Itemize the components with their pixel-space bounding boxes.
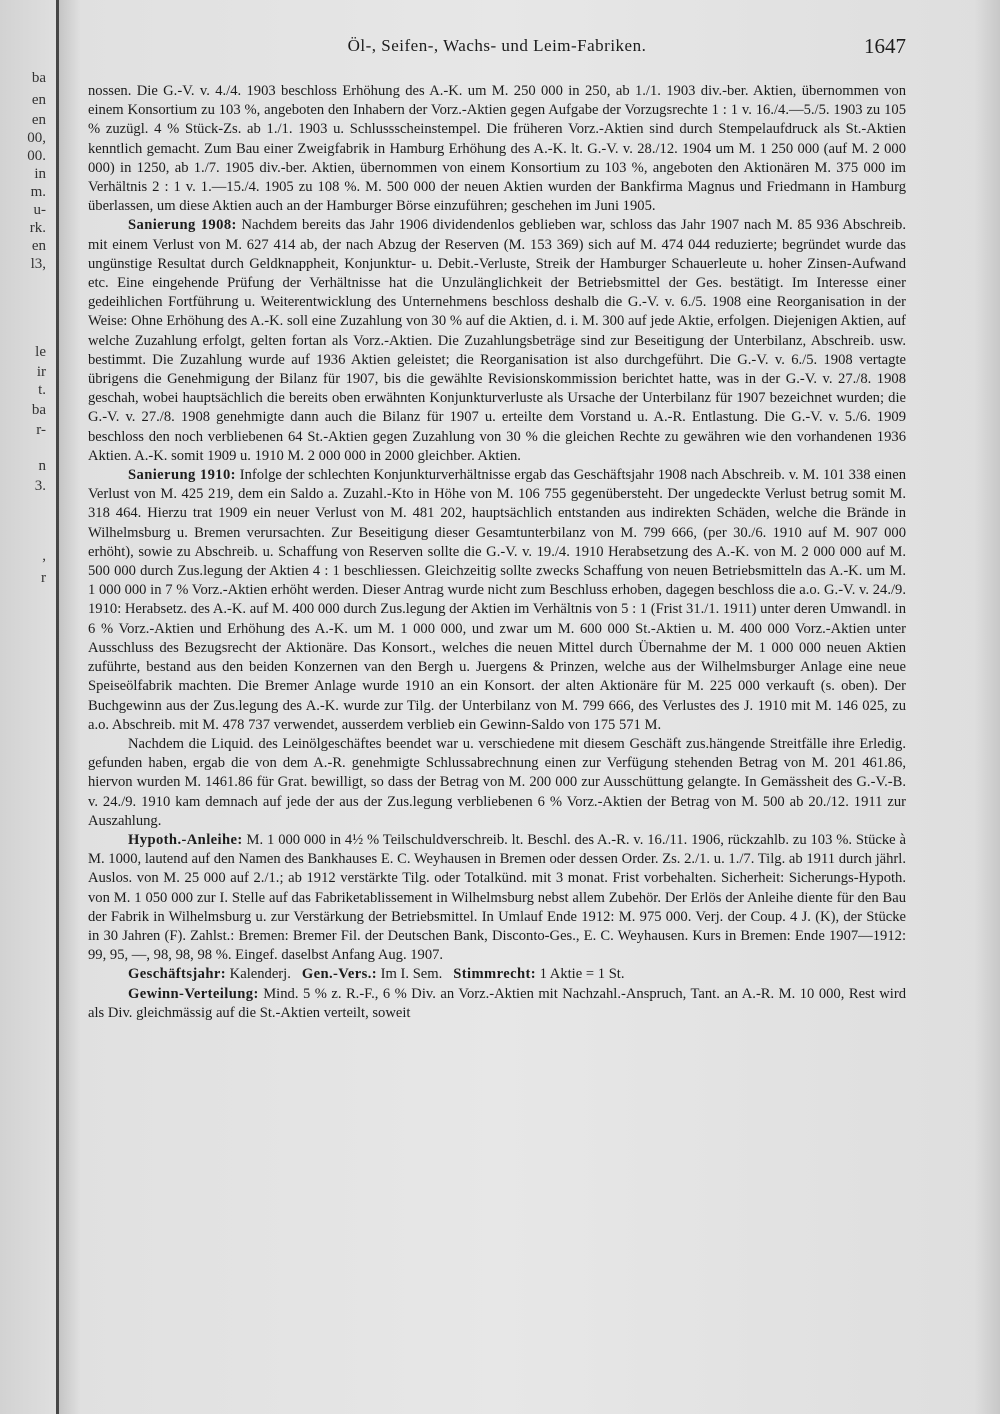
prev-page-fragment: r bbox=[41, 570, 46, 586]
prev-page-fragment: m. bbox=[30, 184, 46, 200]
previous-page-margin bbox=[0, 0, 52, 1414]
section-lead: Sanierung 1908: bbox=[128, 217, 237, 234]
prev-page-fragment: 00. bbox=[27, 148, 46, 164]
paragraph-capital-history bbox=[88, 82, 906, 216]
running-title: Öl-, Seifen-, Wachs- und Leim-Fabriken. bbox=[347, 36, 647, 55]
paragraph-text: Nachdem bereits das Jahr 1906 dividendenlos geblieben war, schloss das Jahr 1907 nach M. 85 936 Abschreib. mit einem Verlust von M. 627 414 ab, der nach Abzug der Reserven (M. 153 369) sich auf M. 474 044 reduzierte; begründet wurde das ungünstige Resultat durch Geldknappheit, Konjunktur- u. Debit.-Verluste, Streik der Hamburger Schauerleute u. hoher Zinsen-Aufwand etc. Eine eingehende Prüfung der Verhältnisse hat die Unzulänglichkeit der Betriebsmittel der Ges. bestätigt. Im Interesse einer gedeihlichen Fortführung u. Weiterentwicklung des Unternehmens beschloss deshalb die G.-V. v. 6./5. 1908 eine Reorganisation in der Weise: Ohne Erhöhung des A.-K. soll eine Zuzahlung von 30 % auf die Aktien, d. i. M. 300 auf jede Aktie, erfolgen. Diejenigen Aktien, auf welche Zuzahlung erfolgt, gelten fortan als Vorz.-Aktien. Die Zuzahlungsbeträge sind zur Beseitigung der Unterbilanz, Abschreib. usw. bestimmt. Die Zuzahlung wurde auf 1936 Aktien geleistet; die Reorganisation ist also durchgeführt. Die G.-V. v. 6./5. 1908 vertagte übrigens die Genehmigung der Bilanz für 1907, bis die gewählte Revisionskommission berichtet hatte, was in der G.-V. v. 27./8. 1908 geschah, wobei hauptsächlich die bereits oben erwähnten Konjunkturverluste als Ursache der Unterbilanz für 1907 bezeichnet wurden; die G.-V. v. 27./8. 1908 genehmigte dann auch die Bilanz für 1907 u. erteilte dem Vorstand u. A.-R. Entlastung. Die G.-V. v. 5./6. 1909 beschloss den noch verbliebenen 64 St.-Aktien gegen Zuzahlung von 30 % die gleichen Rechte zu gewähren wie den vorhandenen 1936 Aktien. A.-K. somit 1909 u. 1910 M. 2 000 000 in 2000 gleichber. Aktien. bbox=[88, 217, 906, 464]
prev-page-fragment: en bbox=[31, 92, 46, 108]
paragraph-text: Mind. 5 % z. R.-F., 6 % Div. an Vorz.-Aktien mit Nachzahl.-Anspruch, Tant. an A.-R. M. 10 000, Rest wird als Div. gleichmässig auf die St.-Aktien verteilt, soweit bbox=[88, 985, 906, 1021]
right-edge-shadow bbox=[974, 0, 1000, 1414]
paragraph-text: nossen. Die G.-V. v. 4./4. 1903 beschloss Erhöhung des A.-K. um M. 250 000 in 250, ab 1./1. 1903 div.-ber. Aktien, übernommen von einem Konsortium zu 103 %, angeboten den Inhabern der Vorz.-Aktien gegen Aufgabe der Vorzugsrechte 1 : 1 v. 16./4.—5./5. 1903 zu 105 % zuzügl. 4 % Stück-Zs. ab 1./1. 1903 u. Schlussscheinstempel. Die früheren Vorz.-Aktien sind durch Stempelaufdruck als St.-Aktien kenntlich gemacht. Zum Bau einer Zweigfabrik in Hamburg Erhöhung des A.-K. lt. G.-V. v. 28./12. 1904 um M. 1 250 000 (auf M. 2 000 000) in 1250, ab 1./7. 1905 div.-ber. Aktien, übernommen von einem Konsortium zu 103 %, angeboten den Aktionären M. 375 000 im Verhältnis 2 : 1 v. 1.—15./4. 1905 zu 108 %. M. 500 000 der neuen Aktien wurden der Bankfirma Magnus und Friedmann in Hamburg überlassen, um diese Aktien auch an der Hamburger Börse einzuführen; geschehen im Juni 1905. bbox=[88, 83, 906, 215]
prev-page-fragment: ba bbox=[31, 70, 46, 86]
paragraph-sanierung-1910 bbox=[88, 466, 906, 735]
section-lead: Geschäftsjahr: bbox=[128, 966, 227, 983]
section-lead: Sanierung 1910: bbox=[128, 467, 236, 484]
paragraph-text: Im I. Sem. bbox=[380, 966, 443, 983]
prev-page-fragment: in bbox=[34, 166, 46, 182]
prev-page-fragment: ir bbox=[36, 364, 46, 380]
prev-page-fragment: 3. bbox=[34, 478, 46, 494]
paragraph-geschaeftsjahr bbox=[88, 965, 906, 984]
paragraph-text: Nachdem die Liquid. des Leinölgeschäftes beendet war u. verschiedene mit diesem Geschäft zus.hängende Streitfälle ihre Erledig. gefunden haben, ergab die von dem A.-R. genehmigte Schlussabrechnung einen zur Verfügung stehenden Betrag von M. 201 461.86, hiervon wurden M. 1461.86 für Grat. bewilligt, so dass der Betrag von M. 200 000 zur Ausschüttung gelangte. In Gemässheit des G.-V.-B. v. 24./9. 1910 kam demnach auf jede der aus der Zus.legung verbliebenen 6 % Vorz.-Aktien der Betrag von M. 500 ab 20./12. 1911 zur Auszahlung. bbox=[88, 735, 906, 829]
prev-page-fragment: u- bbox=[33, 202, 46, 218]
prev-page-fragment: l3, bbox=[30, 256, 46, 272]
paragraph-sanierung-1908 bbox=[88, 216, 906, 466]
prev-page-fragment: en bbox=[31, 112, 46, 128]
page-number: 1647 bbox=[864, 34, 906, 58]
section-lead: Hypoth.-Anleihe: bbox=[128, 831, 243, 848]
prev-page-fragment: 00, bbox=[27, 130, 46, 146]
prev-page-fragment: t. bbox=[38, 382, 46, 398]
prev-page-fragment: rk. bbox=[29, 220, 46, 236]
prev-page-fragment: le bbox=[35, 344, 46, 360]
paragraph-gewinn-verteilung bbox=[88, 985, 906, 1023]
page-content bbox=[88, 36, 906, 1396]
running-header bbox=[88, 36, 906, 66]
paragraph-text: Kalenderj. bbox=[229, 966, 291, 983]
prev-page-fragment: n bbox=[38, 458, 46, 474]
section-lead: Gewinn-Verteilung: bbox=[128, 985, 259, 1002]
section-lead: Stimmrecht: bbox=[453, 966, 536, 983]
section-lead: Gen.-Vers.: bbox=[301, 966, 378, 983]
prev-page-fragment: , bbox=[42, 548, 46, 564]
prev-page-fragment: ba bbox=[31, 402, 46, 418]
paragraph-text: M. 1 000 000 in 4½ % Teilschuldverschreib. lt. Beschl. des A.-R. v. 16./11. 1906, rückzahlb. zu 103 %. Stücke à M. 1000, lautend auf den Namen des Bankhauses E. C. Weyhausen in Bremen oder dessen Order. Zs. 2./1. u. 1./7. Tilg. ab 1911 durch jährl. Auslos. von M. 25 000 auf 2./1.; ab 1912 verstärkte Tilg. oder Totalkünd. mit 3 monat. Frist vorbehalten. Sicherheit: Sicherungs-Hypoth. von M. 1 050 000 zur I. Stelle auf das Fabriketablissement in Wilhelmsburg nebst allem Zubehör. Der Erlös der Anleihe diente für den Bau der Fabrik in Wilhelmsburg u. zur Verstärkung der Betriebsmittel. In Umlauf Ende 1912: M. 975 000. Verj. der Coup. 4 J. (K), der Stücke in 30 Jahren (F). Zahlst.: Bremen: Bremer Fil. der Deutschen Bank, Disconto-Ges., E. C. Weyhausen. Kurs in Bremen: Ende 1907—1912: 99, 95, —, 98, 98, 98 %. Eingef. daselbst Anfang Aug. 1907. bbox=[88, 831, 906, 964]
paragraph-text: 1 Aktie = 1 St. bbox=[539, 966, 625, 983]
paragraph-liquidation bbox=[88, 735, 906, 831]
gutter-shadow bbox=[59, 0, 81, 1414]
paragraph-hypoth-anleihe bbox=[88, 831, 906, 965]
prev-page-fragment: en bbox=[31, 238, 46, 254]
paragraph-text: Infolge der schlechten Konjunkturverhältnisse ergab das Geschäftsjahr 1908 nach Abschreib. v. M. 101 338 einen Verlust von M. 425 219, dem ein Saldo a. Zuzahl.-Kto in Höhe von M. 106 755 gegenübersteht. Der ungedeckte Verlust betrug somit M. 318 464. Hierzu trat 1909 ein neuer Verlust von M. 481 202, hauptsächlich entstanden aus indirekten Schäden, welche die Brände in Wilhelmsburg u. Bremen verursachten. Zur Beseitigung dieser Gesamtunterbilanz von M. 799 666, (per 30./6. 1910 auf M. 907 000 erhöht), sowie zu Abschreib. u. Schaffung von Reserven sollte die G.-V. v. 19./4. 1910 Herabsetzung des A.-K. von M. 2 000 000 auf M. 500 000 durch Zus.legung der Aktien 4 : 1 beschliessen. Gleichzeitig sollte zwecks Schaffung von neuen Betriebsmitteln das A.-K. um M. 1 000 000 in 7 % Vorz.-Aktien erhöht werden. Dieser Antrag wurde nicht zum Beschluss erhoben, dagegen beschloss die a.o. G.-V. v. 24./9. 1910: Herabsetz. des A.-K. auf M. 400 000 durch Zus.legung der Aktien im Verhältnis von 5 : 1 (Frist 31./1. 1911) unter deren Umwandl. in 6 % Vorz.-Aktien und Erhöhung des A.-K. um M. 1 000 000, und zwar um M. 600 000 St.-Aktien u. M. 400 000 Vorz.-Aktien unter Ausschluss des Bezugsrecht der Aktionäre. Das Konsort., welches die neuen Mittel durch Übernahme der M. 1 000 000 neuen Aktien zuführte, bestand aus den beiden Konzernen van den Bergh u. Juergens & Prinzen, welche aus der Wilhelmsburger Anlage eine neue Speiseölfabrik machten. Die Bremer Anlage wurde 1910 an ein Konsort. der alten Aktionäre für M. 225 000 verkauft (s. oben). Der Buchgewinn aus der Zus.legung des A.-K. wurde zur Tilg. der Unterbilanz von M. 799 666, des Verlustes des J. 1910 mit M. 146 025, zu a.o. Abschreib. mit M. 478 737 verwendet, ausserdem verblieb ein Gewinn-Saldo von 175 571 M. bbox=[88, 467, 906, 733]
article-body bbox=[88, 82, 906, 1023]
prev-page-fragment: r- bbox=[36, 422, 46, 438]
